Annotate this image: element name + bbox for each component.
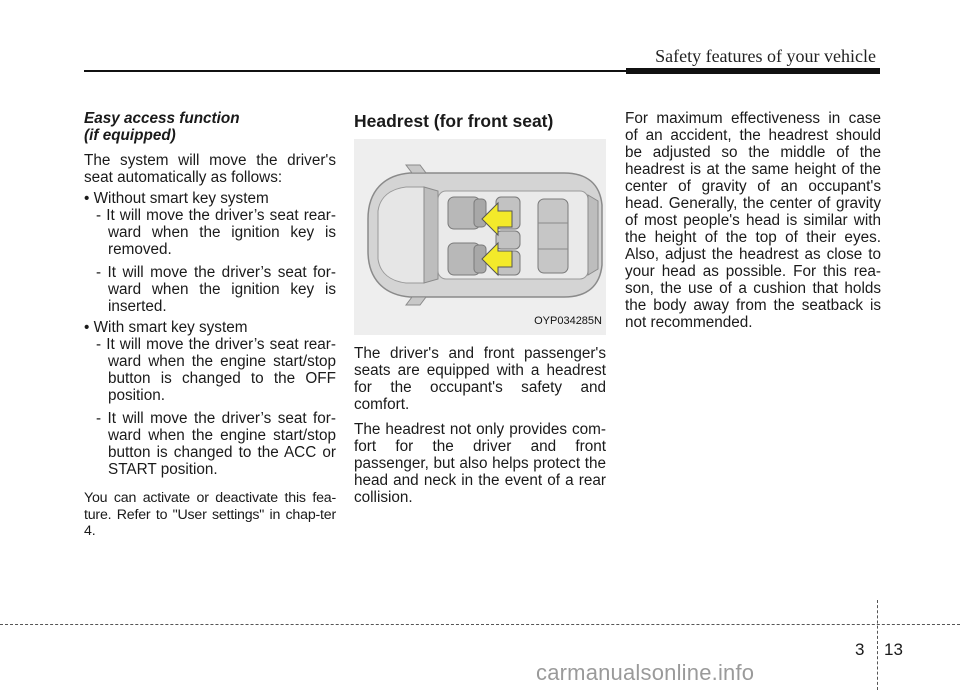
headrest-adjust-para: For maximum effectiveness in case of an accident, the headrest should be adjusted so the middle of the headrest is at the same height of the center of gravity of an occupant's head. Generally, the center of gravity of most people's head is similar with the height of the top of their eyes. Also, adjust the headrest as close to your head as possible. For this rea-son, the use of a cushion that holds the body away from the seatback is not recommended. — [625, 110, 881, 331]
footer-divider — [877, 600, 878, 690]
user-settings-note: You can activate or deactivate this fea-ture. Refer to "User settings" in chap-ter 4. — [84, 490, 336, 539]
list-item: - It will move the driver’s seat rear-ward when the ignition key is removed. — [96, 207, 336, 258]
bullet-items — [84, 336, 336, 478]
headrest-para-2: The headrest not only provides com-fort for the driver and front passenger, but also helps protect the head and neck in the event of a rear collision. — [354, 421, 606, 506]
column-headrest — [354, 110, 606, 506]
footer-rule — [0, 624, 960, 625]
list-item: - It will move the driver’s seat for-ward when the engine start/stop button is changed to the ACC or START position. — [96, 410, 336, 478]
list-item: - It will move the driver’s seat for-ward when the ignition key is inserted. — [96, 264, 336, 315]
bullet-label: With smart key system — [93, 319, 248, 336]
easy-access-heading-line1: Easy access function — [84, 110, 240, 127]
easy-access-intro: The system will move the driver's seat automatically as follows: — [84, 152, 336, 186]
running-header-title: Safety features of your vehicle — [655, 46, 876, 66]
bullet-with-smart-key — [84, 319, 336, 336]
chapter-number: 3 — [855, 640, 865, 659]
column-headrest-adjust — [625, 110, 881, 331]
bullet-dot: • — [84, 190, 94, 207]
figure-code: OYP034285N — [534, 315, 602, 327]
bullet-items — [84, 207, 336, 315]
easy-access-heading — [84, 110, 336, 144]
bullet-dot: • — [84, 319, 94, 336]
headrest-heading: Headrest (for front seat) — [354, 111, 554, 131]
bullet-without-smart-key — [84, 190, 336, 207]
watermark-text: carmanualsonline.info — [536, 660, 755, 685]
easy-access-heading-line2: (if equipped) — [84, 127, 176, 144]
bullet-label: Without smart key system — [93, 190, 269, 207]
list-item: - It will move the driver’s seat rear-ward when the engine start/stop button is changed to the OFF position. — [96, 336, 336, 404]
column-easy-access — [84, 110, 336, 540]
header-band — [626, 68, 880, 74]
vehicle-seat-figure — [354, 139, 606, 335]
vehicle-top-view-illustration — [354, 139, 606, 335]
headrest-para-1: The driver's and front passenger's seats are equipped with a headrest for the occupant's safety and comfort. — [354, 345, 606, 413]
page-number: 13 — [884, 640, 903, 659]
